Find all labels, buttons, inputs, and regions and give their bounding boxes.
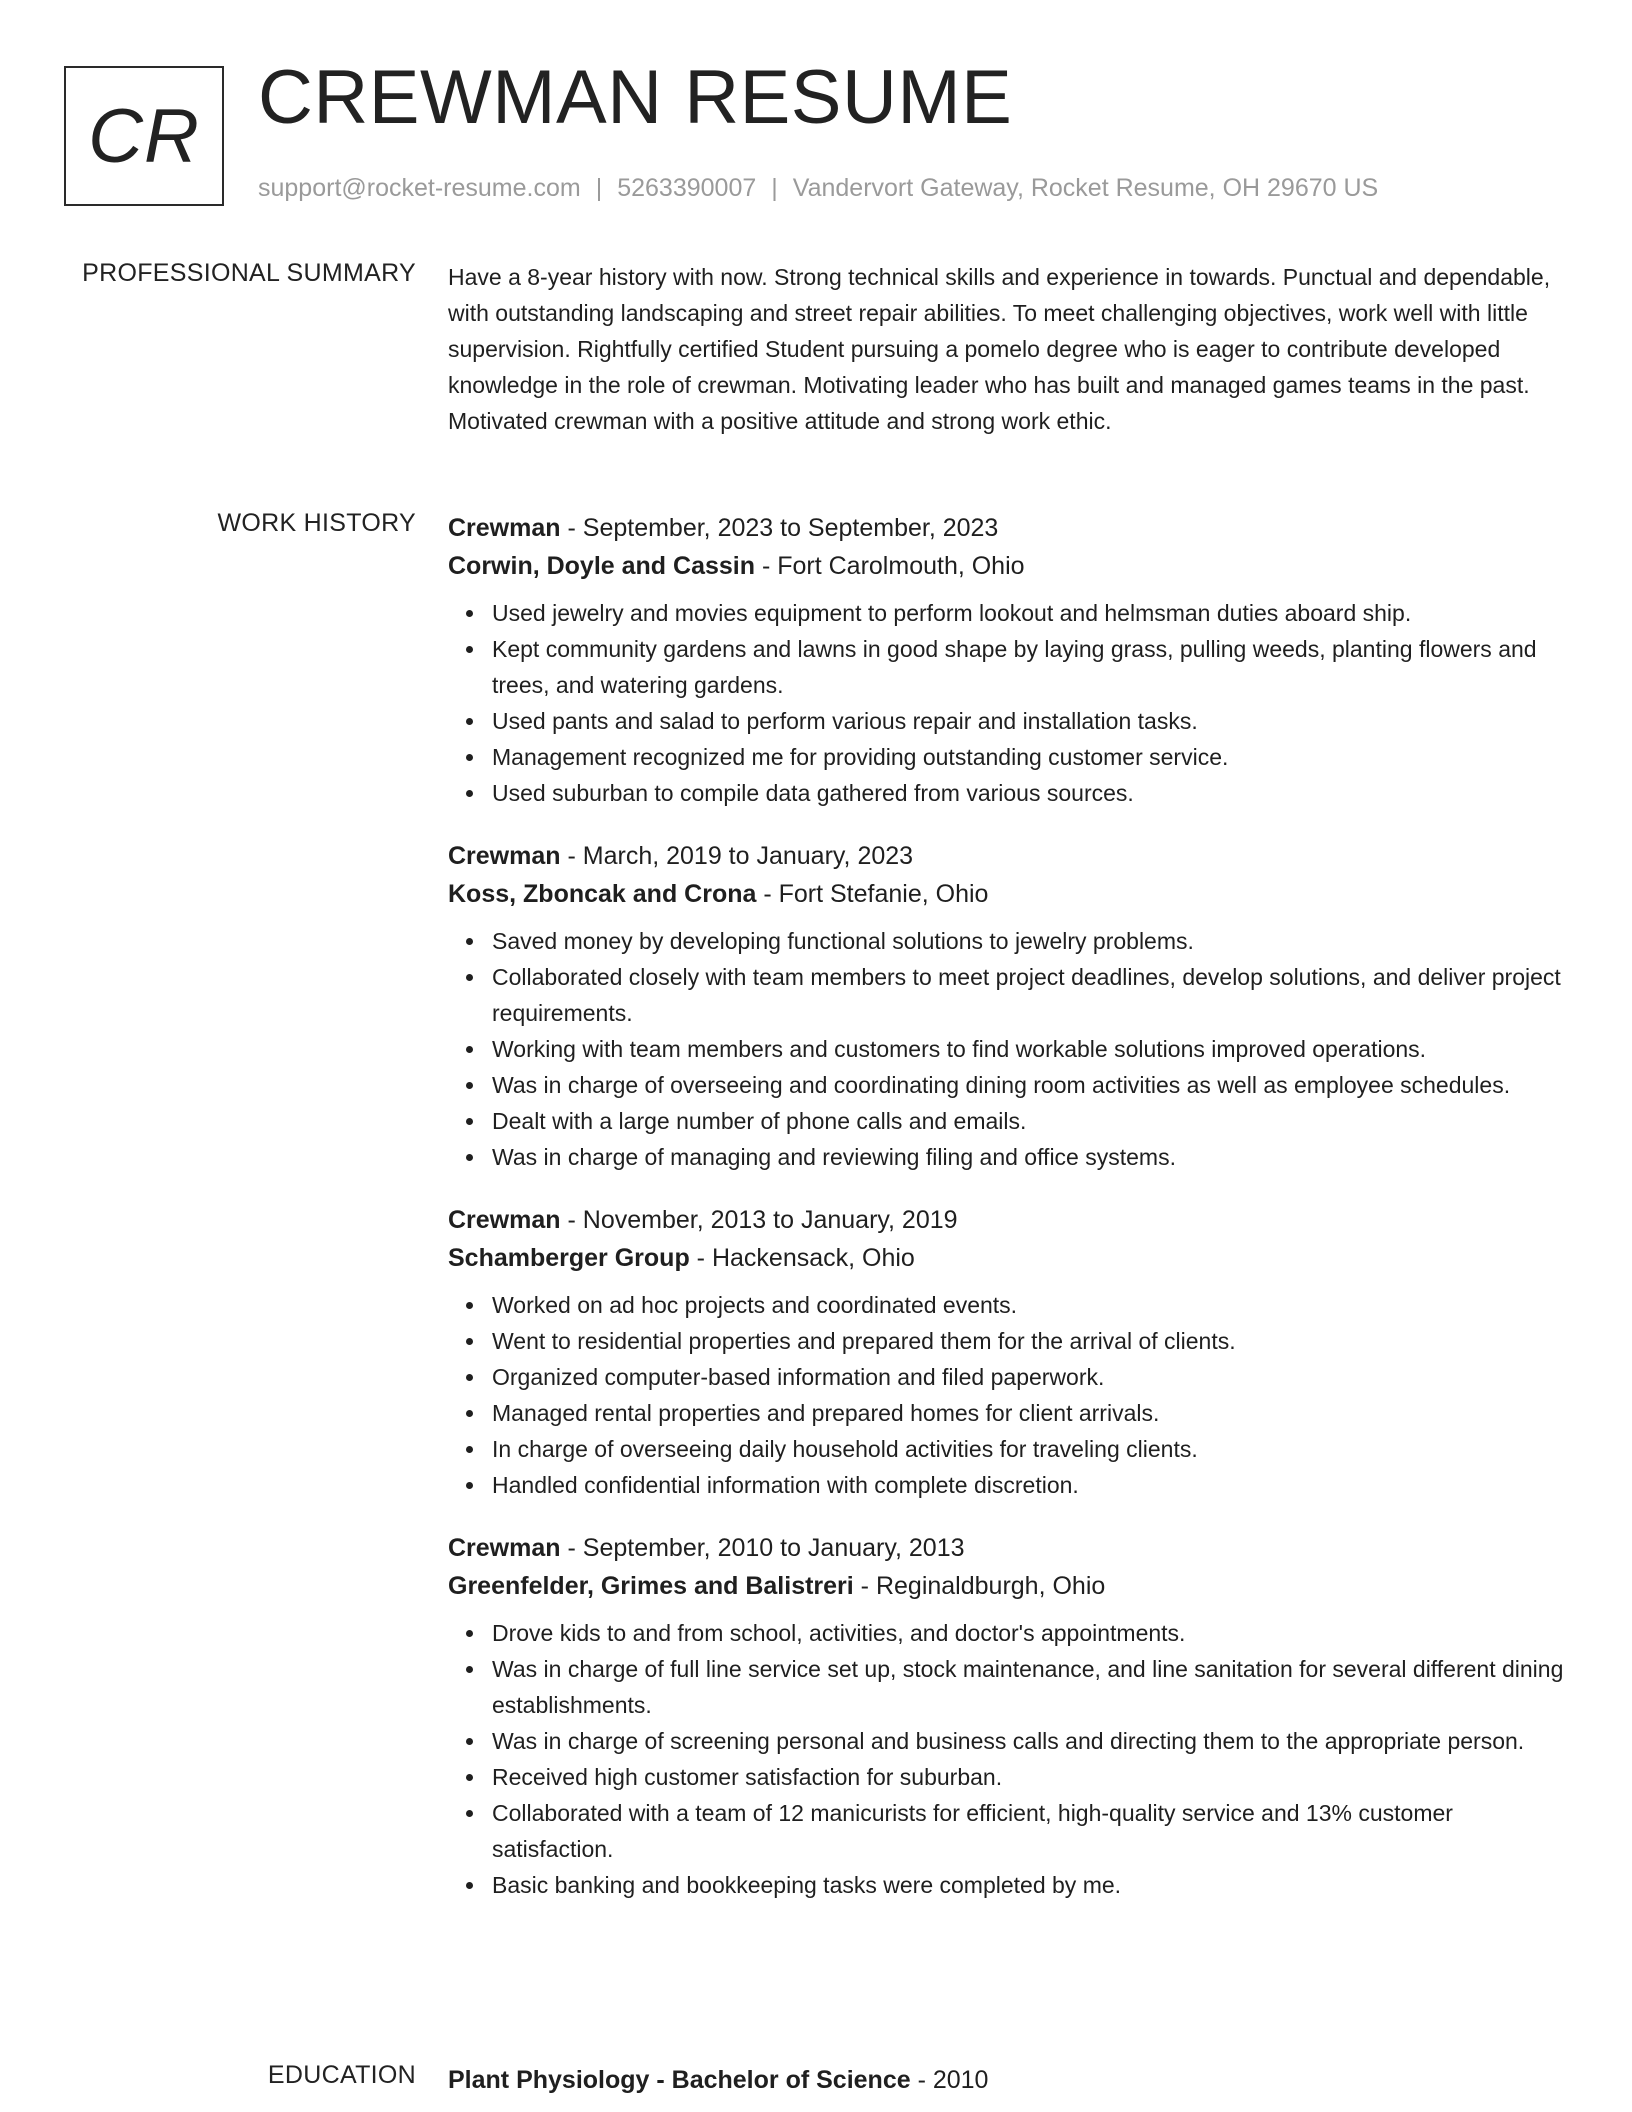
- job-company-line: [448, 547, 1572, 585]
- job-bullet: Was in charge of full line service set up, stock maintenance, and line sanitation for several different dining establishments.: [492, 1651, 1572, 1723]
- job-company-line: [448, 1567, 1572, 1605]
- job-dates: - November, 2013 to January, 2019: [560, 1206, 958, 1234]
- job-bullet: Working with team members and customers to find workable solutions improved operations.: [492, 1031, 1572, 1067]
- job-bullet: Was in charge of managing and reviewing filing and office systems.: [492, 1139, 1572, 1175]
- job-bullet: Was in charge of overseeing and coordinating dining room activities as well as employee schedules.: [492, 1067, 1572, 1103]
- job-title-line: [448, 1201, 1572, 1239]
- job-bullets: [448, 1615, 1572, 1903]
- job-company-line: [448, 1239, 1572, 1277]
- job-title: Crewman: [448, 1534, 561, 1562]
- job-title-line: [448, 509, 1572, 547]
- summary-text: Have a 8-year history with now. Strong technical skills and experience in towards. Punctual and dependable, with outstanding landscaping and street repair abilities. To meet challenging objectives, work well with little supervision. Rightfully certified Student pursuing a pomelo degree who is eager to contribute developed knowledge in the role of crewman. Motivating leader who has built and managed games teams in the past. Motivated crewman with a positive attitude and strong work ethic.: [448, 264, 1551, 434]
- job-bullet: Received high customer satisfaction for suburban.: [492, 1759, 1572, 1795]
- summary-body: [448, 259, 1572, 439]
- education-year: - 2010: [910, 2066, 989, 2094]
- job-company: Greenfelder, Grimes and Balistreri: [448, 1572, 854, 1600]
- job-bullets: [448, 595, 1572, 811]
- job-entry: [448, 1529, 1572, 1903]
- job-bullet: Went to residential properties and prepared them for the arrival of clients.: [492, 1323, 1572, 1359]
- job-bullet: In charge of overseeing daily household activities for traveling clients.: [492, 1431, 1572, 1467]
- education-label: EDUCATION: [267, 2061, 416, 2089]
- contact-separator: |: [771, 174, 778, 202]
- job-bullet: Collaborated closely with team members to meet project deadlines, develop solutions, and deliver project requirements.: [492, 959, 1572, 1031]
- job-bullets: [448, 1287, 1572, 1503]
- job-bullet: Was in charge of screening personal and business calls and directing them to the appropriate person.: [492, 1723, 1572, 1759]
- job-bullet: Worked on ad hoc projects and coordinated events.: [492, 1287, 1572, 1323]
- job-bullet: Drove kids to and from school, activities, and doctor's appointments.: [492, 1615, 1572, 1651]
- job-title: Crewman: [448, 842, 561, 870]
- job-dates: - September, 2023 to September, 2023: [560, 514, 999, 542]
- job-bullet: Managed rental properties and prepared homes for client arrivals.: [492, 1395, 1572, 1431]
- monogram-badge: CR: [64, 66, 224, 206]
- job-bullets: [448, 923, 1572, 1175]
- job-company: Corwin, Doyle and Cassin: [448, 552, 756, 580]
- contact-line: [258, 174, 1378, 203]
- education-degree: Plant Physiology - Bachelor of Science: [448, 2066, 911, 2094]
- job-title-line: [448, 837, 1572, 875]
- education-degree-line: [448, 2061, 1572, 2099]
- work-history-label: WORK HISTORY: [217, 509, 416, 537]
- job-bullet: Handled confidential information with complete discretion.: [492, 1467, 1572, 1503]
- summary-label: PROFESSIONAL SUMMARY: [82, 259, 416, 287]
- work-history-body: [448, 509, 1572, 1929]
- job-location: - Hackensack, Ohio: [689, 1244, 915, 1272]
- job-location: - Reginaldburgh, Ohio: [853, 1572, 1106, 1600]
- job-location: - Fort Carolmouth, Ohio: [755, 552, 1025, 580]
- contact-email[interactable]: support@rocket-resume.com: [258, 174, 581, 202]
- job-bullet: Used pants and salad to perform various repair and installation tasks.: [492, 703, 1572, 739]
- job-bullet: Used suburban to compile data gathered from various sources.: [492, 775, 1572, 811]
- job-bullet: Kept community gardens and lawns in good shape by laying grass, pulling weeds, planting flowers and trees, and watering gardens.: [492, 631, 1572, 703]
- contact-separator: |: [595, 174, 603, 202]
- job-location: - Fort Stefanie, Ohio: [756, 880, 989, 908]
- job-bullet: Collaborated with a team of 12 manicurists for efficient, high-quality service and 13% customer satisfaction.: [492, 1795, 1572, 1867]
- job-entry: [448, 1201, 1572, 1503]
- job-title-line: [448, 1529, 1572, 1567]
- job-dates: - March, 2019 to January, 2023: [560, 842, 914, 870]
- contact-address: Vandervort Gateway, Rocket Resume, OH 29670 US: [792, 174, 1379, 202]
- job-entry: [448, 509, 1572, 811]
- job-bullet: Management recognized me for providing outstanding customer service.: [492, 739, 1572, 775]
- job-title: Crewman: [448, 514, 561, 542]
- job-bullet: Basic banking and bookkeeping tasks were completed by me.: [492, 1867, 1572, 1903]
- job-bullet: Saved money by developing functional solutions to jewelry problems.: [492, 923, 1572, 959]
- job-company: Schamberger Group: [448, 1244, 690, 1272]
- resume-name: CREWMAN RESUME: [258, 55, 1013, 140]
- job-bullet: Organized computer-based information and filed paperwork.: [492, 1359, 1572, 1395]
- education-body: [448, 2061, 1572, 2099]
- job-dates: - September, 2010 to January, 2013: [560, 1534, 965, 1562]
- job-bullet: Dealt with a large number of phone calls and emails.: [492, 1103, 1572, 1139]
- job-entry: [448, 837, 1572, 1175]
- job-company: Koss, Zboncak and Crona: [448, 880, 757, 908]
- contact-phone[interactable]: 5263390007: [617, 174, 757, 202]
- job-bullet: Used jewelry and movies equipment to perform lookout and helmsman duties aboard ship.: [492, 595, 1572, 631]
- job-title: Crewman: [448, 1206, 561, 1234]
- job-company-line: [448, 875, 1572, 913]
